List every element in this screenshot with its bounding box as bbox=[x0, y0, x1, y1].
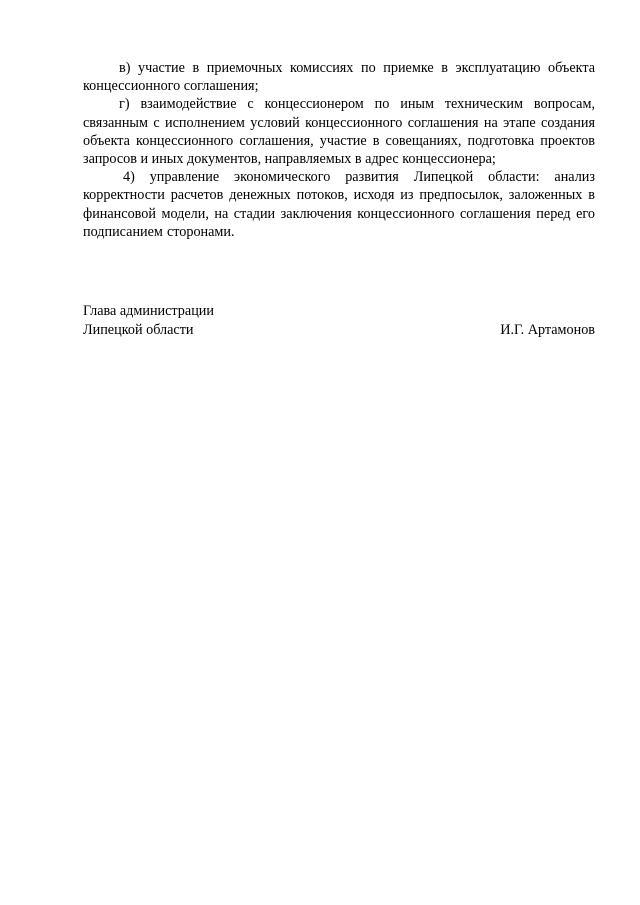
signatory-name: И.Г. Артамонов bbox=[500, 322, 595, 338]
document-body bbox=[83, 59, 595, 241]
signature-position-line-1 bbox=[83, 302, 595, 321]
signature-block bbox=[83, 302, 595, 340]
signature-position-line-2 bbox=[83, 321, 595, 340]
paragraph-item-v: в) участие в приемочных комиссиях по приемке в эксплуатацию объекта концессионного соглашения; bbox=[83, 60, 595, 95]
signature-position-region: Липецкой области bbox=[83, 322, 194, 338]
paragraph-item-4: 4) управление экономического развития Липецкой области: анализ корректности расчетов денежных потоков, исходя из предпосылок, заложенных в финансовой модели, на стадии заключения концессионного соглашения перед его подписанием сторонами. bbox=[83, 169, 595, 240]
paragraph-item-g: г) взаимодействие с концессионером по иным техническим вопросам, связанным с исполнением условий концессионного соглашения на этапе создания объекта концессионного соглашения, участие в совещаниях, подготовка проектов запросов и иных документов, направляемых в адрес концессионера; bbox=[83, 96, 595, 168]
signature-position-title: Глава администрации bbox=[83, 303, 214, 319]
